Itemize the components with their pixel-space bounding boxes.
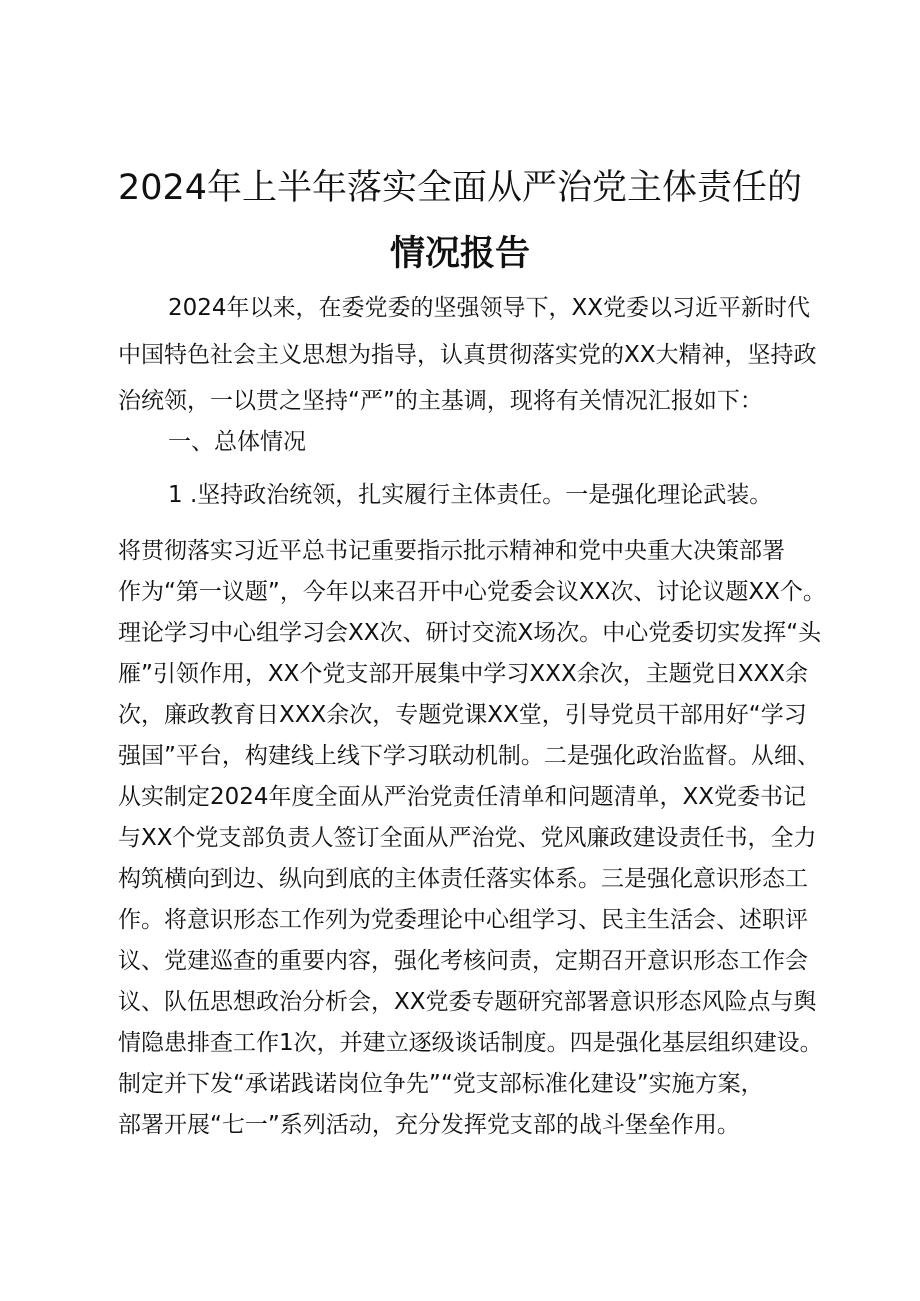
paragraph-line: 议、党建巡查的重要内容，强化考核问责，定期召开意识形态工作会	[118, 948, 808, 974]
paragraph-line: 强国”平台，构建线上线下学习联动机制。二是强化政治监督。从细、	[118, 743, 820, 769]
paragraph-line: 作为“第一议题”，今年以来召开中心党委会议XX次、讨论议题XX个。	[118, 579, 826, 605]
document-title-line-1: 2024年上半年落实全面从严治党主体责任的	[117, 168, 803, 208]
paragraph-line: 作。将意识形态工作列为党委理论中心组学习、民主生活会、述职评	[118, 907, 808, 933]
paragraph-line: 制定并下发“承诺践诺岗位争先”“党支部标准化建设”实施方案，	[118, 1071, 764, 1097]
paragraph-line: 议、队伍思想政治分析会，XX党委专题研究部署意识形态风险点与舆	[118, 989, 817, 1015]
paragraph-line: 部署开展“七一”系列活动，充分发挥党支部的战斗堡垒作用。	[118, 1112, 740, 1138]
paragraph-line: 情隐患排查工作1次，并建立逐级谈话制度。四是强化基层组织建设。	[118, 1030, 823, 1056]
paragraph-line: 从实制定2024年度全面从严治党责任清单和问题清单，XX党委书记	[118, 784, 807, 810]
paragraph-line: 理论学习中心组学习会XX次、研讨交流X场次。中心党委切实发挥“头	[118, 620, 822, 646]
paragraph-line: 构筑横向到边、纵向到底的主体责任落实体系。三是强化意识形态工	[118, 866, 808, 892]
paragraph-line: 与XX个党支部负责人签订全面从严治党、党风廉政建设责任书，全力	[118, 825, 817, 851]
section-heading: 一、总体情况	[168, 429, 306, 455]
paragraph-line: 2024年以来，在委党委的坚强领导下，XX党委以习近平新时代	[168, 295, 811, 321]
paragraph-line: 雁”引领作用，XX个党支部开展集中学习XXX余次，主题党日XXX余	[118, 661, 808, 687]
paragraph-line: 治统领，一以贯之坚持“严”的主基调，现将有关情况汇报如下：	[118, 388, 763, 414]
paragraph-line: 次，廉政教育日XXX余次，专题党课XX堂，引导党员干部用好“学习	[118, 702, 807, 728]
paragraph-line: 将贯彻落实习近平总书记重要指示批示精神和党中央重大决策部署	[118, 538, 785, 564]
subsection-heading: 1 .坚持政治统领，扎实履行主体责任。一是强化理论武装。	[168, 482, 773, 508]
paragraph-line: 中国特色社会主义思想为指导，认真贯彻落实党的XX大精神，坚持政	[118, 342, 817, 368]
document-title-line-2: 情况报告	[389, 234, 530, 274]
